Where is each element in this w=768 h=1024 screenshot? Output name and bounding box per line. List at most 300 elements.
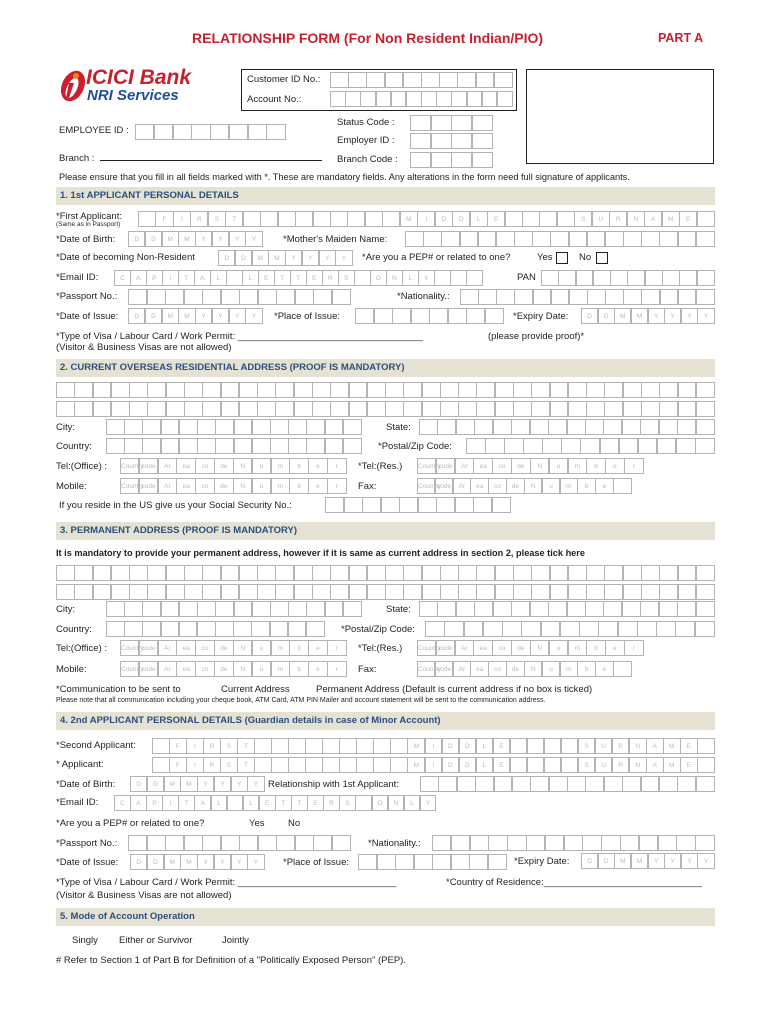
char-box[interactable]	[435, 211, 453, 227]
char-box[interactable]	[677, 601, 696, 617]
char-box[interactable]	[641, 401, 660, 417]
char-box[interactable]	[139, 661, 158, 677]
char-box[interactable]	[203, 738, 221, 754]
char-box[interactable]	[288, 621, 307, 637]
char-box[interactable]	[252, 438, 271, 454]
char-box[interactable]	[390, 738, 408, 754]
char-box[interactable]	[358, 854, 377, 870]
char-box[interactable]	[496, 231, 515, 247]
char-box[interactable]	[639, 835, 658, 851]
char-box[interactable]	[128, 835, 147, 851]
char-box[interactable]	[510, 757, 528, 773]
char-box[interactable]	[420, 776, 439, 792]
char-box[interactable]	[419, 601, 438, 617]
char-box[interactable]	[164, 776, 181, 792]
country-residence-label[interactable]: *Country of Residence:______________________________	[446, 877, 703, 888]
char-box[interactable]	[252, 419, 271, 435]
char-box[interactable]	[697, 270, 715, 286]
char-box[interactable]	[237, 738, 255, 754]
first-applicant-name-field[interactable]	[138, 211, 714, 227]
customer-id-field[interactable]	[330, 72, 512, 88]
char-box[interactable]	[581, 853, 598, 869]
char-box[interactable]	[531, 565, 550, 581]
char-box[interactable]	[641, 231, 660, 247]
s4-passport-field[interactable]	[128, 835, 350, 851]
char-box[interactable]	[581, 308, 598, 324]
char-box[interactable]	[466, 438, 486, 454]
char-box[interactable]	[145, 308, 162, 324]
char-box[interactable]	[549, 458, 568, 474]
char-box[interactable]	[257, 382, 276, 398]
char-box[interactable]	[695, 835, 714, 851]
char-box[interactable]	[268, 250, 285, 266]
char-box[interactable]	[488, 478, 506, 494]
char-box[interactable]	[493, 419, 512, 435]
char-box[interactable]	[612, 738, 630, 754]
char-box[interactable]	[221, 584, 240, 600]
char-box[interactable]	[130, 854, 147, 870]
char-box[interactable]	[93, 584, 112, 600]
char-box[interactable]	[550, 401, 569, 417]
char-box[interactable]	[604, 382, 623, 398]
char-box[interactable]	[623, 584, 642, 600]
perm-tel-res-field[interactable]	[417, 640, 643, 656]
country-field[interactable]	[106, 438, 361, 454]
char-box[interactable]	[214, 854, 231, 870]
char-box[interactable]	[513, 565, 532, 581]
char-box[interactable]	[202, 289, 221, 305]
char-box[interactable]	[577, 661, 595, 677]
char-box[interactable]	[470, 661, 488, 677]
char-box[interactable]	[114, 795, 131, 811]
char-box[interactable]	[496, 289, 515, 305]
char-box[interactable]	[613, 478, 631, 494]
char-box[interactable]	[295, 835, 314, 851]
char-box[interactable]	[507, 835, 526, 851]
s4-pep-yes[interactable]: Yes	[249, 818, 265, 829]
char-box[interactable]	[158, 478, 177, 494]
city-field[interactable]	[106, 419, 361, 435]
char-box[interactable]	[560, 621, 580, 637]
char-box[interactable]	[623, 382, 642, 398]
char-box[interactable]	[539, 211, 557, 227]
char-box[interactable]	[645, 270, 663, 286]
char-box[interactable]	[322, 270, 339, 286]
char-box[interactable]	[162, 795, 179, 811]
char-box[interactable]	[147, 382, 166, 398]
char-box[interactable]	[305, 757, 323, 773]
char-box[interactable]	[169, 757, 187, 773]
char-box[interactable]	[663, 757, 681, 773]
char-box[interactable]	[646, 738, 664, 754]
char-box[interactable]	[586, 458, 605, 474]
char-box[interactable]	[147, 289, 166, 305]
char-box[interactable]	[470, 478, 488, 494]
char-box[interactable]	[403, 565, 422, 581]
char-box[interactable]	[202, 584, 221, 600]
char-box[interactable]	[492, 640, 511, 656]
char-box[interactable]	[530, 601, 549, 617]
char-box[interactable]	[111, 565, 130, 581]
char-box[interactable]	[696, 584, 715, 600]
char-box[interactable]	[610, 270, 628, 286]
char-box[interactable]	[202, 835, 221, 851]
char-box[interactable]	[550, 382, 569, 398]
char-box[interactable]	[307, 795, 324, 811]
s4-dob-field[interactable]	[130, 776, 264, 792]
char-box[interactable]	[129, 584, 148, 600]
char-box[interactable]	[561, 757, 579, 773]
char-box[interactable]	[450, 270, 467, 286]
char-box[interactable]	[271, 757, 289, 773]
char-box[interactable]	[74, 565, 93, 581]
char-box[interactable]	[176, 458, 195, 474]
char-box[interactable]	[145, 231, 162, 247]
char-box[interactable]	[395, 854, 414, 870]
char-box[interactable]	[139, 458, 158, 474]
char-box[interactable]	[288, 601, 307, 617]
char-box[interactable]	[178, 308, 195, 324]
char-box[interactable]	[271, 661, 290, 677]
date-nonresident-field[interactable]	[218, 250, 352, 266]
char-box[interactable]	[239, 382, 258, 398]
char-box[interactable]	[560, 478, 578, 494]
char-box[interactable]	[623, 401, 642, 417]
char-box[interactable]	[549, 776, 568, 792]
char-box[interactable]	[243, 211, 261, 227]
address-line-1[interactable]	[56, 382, 714, 398]
char-box[interactable]	[512, 776, 531, 792]
char-box[interactable]	[214, 661, 233, 677]
char-box[interactable]	[233, 621, 252, 637]
char-box[interactable]	[505, 211, 523, 227]
char-box[interactable]	[527, 738, 545, 754]
char-box[interactable]	[644, 211, 662, 227]
s4-nationality-field[interactable]	[432, 835, 714, 851]
char-box[interactable]	[400, 211, 418, 227]
char-box[interactable]	[327, 478, 346, 494]
char-box[interactable]	[239, 584, 258, 600]
char-box[interactable]	[648, 853, 665, 869]
char-box[interactable]	[325, 419, 344, 435]
char-box[interactable]	[455, 458, 474, 474]
char-box[interactable]	[111, 584, 130, 600]
char-box[interactable]	[641, 584, 660, 600]
char-box[interactable]	[494, 776, 513, 792]
char-box[interactable]	[179, 601, 198, 617]
char-box[interactable]	[179, 419, 198, 435]
char-box[interactable]	[233, 478, 252, 494]
char-box[interactable]	[576, 270, 594, 286]
char-box[interactable]	[595, 478, 613, 494]
char-box[interactable]	[533, 289, 552, 305]
char-box[interactable]	[354, 270, 371, 286]
char-box[interactable]	[613, 661, 631, 677]
char-box[interactable]	[356, 757, 374, 773]
char-box[interactable]	[619, 438, 639, 454]
char-box[interactable]	[215, 621, 234, 637]
perm-city-field[interactable]	[106, 601, 361, 617]
s4-pep-no[interactable]: No	[288, 818, 301, 829]
char-box[interactable]	[312, 584, 331, 600]
char-box[interactable]	[452, 211, 470, 227]
char-box[interactable]	[440, 382, 459, 398]
char-box[interactable]	[142, 621, 161, 637]
char-box[interactable]	[390, 757, 408, 773]
char-box[interactable]	[146, 795, 163, 811]
char-box[interactable]	[197, 621, 216, 637]
char-box[interactable]	[330, 401, 349, 417]
char-box[interactable]	[422, 565, 441, 581]
char-box[interactable]	[488, 835, 507, 851]
char-box[interactable]	[423, 231, 442, 247]
char-box[interactable]	[451, 835, 470, 851]
char-box[interactable]	[381, 497, 400, 513]
char-box[interactable]	[604, 401, 623, 417]
char-box[interactable]	[388, 795, 405, 811]
char-box[interactable]	[111, 401, 130, 417]
char-box[interactable]	[197, 419, 216, 435]
char-box[interactable]	[544, 738, 562, 754]
char-box[interactable]	[595, 661, 613, 677]
char-box[interactable]	[176, 661, 195, 677]
char-box[interactable]	[530, 640, 549, 656]
char-box[interactable]	[604, 584, 623, 600]
char-box[interactable]	[440, 584, 459, 600]
char-box[interactable]	[504, 438, 524, 454]
char-box[interactable]	[478, 289, 497, 305]
char-box[interactable]	[436, 497, 455, 513]
char-box[interactable]	[530, 458, 549, 474]
char-box[interactable]	[184, 382, 203, 398]
char-box[interactable]	[541, 270, 559, 286]
char-box[interactable]	[432, 854, 451, 870]
char-box[interactable]	[327, 640, 346, 656]
char-box[interactable]	[659, 565, 678, 581]
char-box[interactable]	[532, 231, 551, 247]
char-box[interactable]	[476, 757, 494, 773]
char-box[interactable]	[338, 270, 355, 286]
char-box[interactable]	[291, 795, 308, 811]
char-box[interactable]	[453, 478, 471, 494]
char-box[interactable]	[640, 601, 659, 617]
char-box[interactable]	[697, 738, 715, 754]
char-box[interactable]	[622, 601, 641, 617]
char-box[interactable]	[595, 738, 613, 754]
char-box[interactable]	[130, 270, 147, 286]
char-box[interactable]	[488, 854, 507, 870]
address-line-2[interactable]	[56, 401, 714, 417]
pep-yes-checkbox[interactable]	[556, 252, 568, 264]
char-box[interactable]	[458, 565, 477, 581]
char-box[interactable]	[493, 601, 512, 617]
char-box[interactable]	[325, 497, 344, 513]
char-box[interactable]	[513, 584, 532, 600]
char-box[interactable]	[138, 211, 156, 227]
char-box[interactable]	[332, 289, 351, 305]
char-box[interactable]	[440, 401, 459, 417]
mode-singly[interactable]: Singly	[72, 935, 98, 946]
char-box[interactable]	[541, 621, 561, 637]
char-box[interactable]	[513, 382, 532, 398]
char-box[interactable]	[212, 231, 229, 247]
char-box[interactable]	[586, 565, 605, 581]
char-box[interactable]	[542, 661, 560, 677]
char-box[interactable]	[306, 621, 325, 637]
char-box[interactable]	[631, 308, 648, 324]
char-box[interactable]	[257, 401, 276, 417]
char-box[interactable]	[681, 853, 698, 869]
char-box[interactable]	[129, 401, 148, 417]
postal-field[interactable]	[466, 438, 714, 454]
char-box[interactable]	[595, 757, 613, 773]
char-box[interactable]	[623, 231, 642, 247]
char-box[interactable]	[325, 438, 344, 454]
char-box[interactable]	[664, 308, 681, 324]
char-box[interactable]	[637, 621, 657, 637]
char-box[interactable]	[609, 211, 627, 227]
char-box[interactable]	[327, 458, 346, 474]
char-box[interactable]	[476, 738, 494, 754]
char-box[interactable]	[506, 661, 524, 677]
char-box[interactable]	[697, 853, 714, 869]
char-box[interactable]	[568, 458, 587, 474]
char-box[interactable]	[227, 795, 244, 811]
char-box[interactable]	[696, 231, 715, 247]
char-box[interactable]	[403, 584, 422, 600]
char-box[interactable]	[696, 601, 715, 617]
char-box[interactable]	[676, 835, 695, 851]
tel-office-field[interactable]	[120, 458, 346, 474]
char-box[interactable]	[184, 584, 203, 600]
char-box[interactable]	[312, 565, 331, 581]
char-box[interactable]	[289, 478, 308, 494]
char-box[interactable]	[402, 270, 419, 286]
char-box[interactable]	[678, 231, 697, 247]
char-box[interactable]	[531, 401, 550, 417]
char-box[interactable]	[271, 640, 290, 656]
char-box[interactable]	[74, 584, 93, 600]
char-box[interactable]	[142, 601, 161, 617]
char-box[interactable]	[660, 289, 679, 305]
char-box[interactable]	[675, 621, 695, 637]
char-box[interactable]	[239, 565, 258, 581]
char-box[interactable]	[522, 211, 540, 227]
char-box[interactable]	[567, 776, 586, 792]
char-box[interactable]	[195, 308, 212, 324]
char-box[interactable]	[438, 776, 457, 792]
char-box[interactable]	[271, 478, 290, 494]
char-box[interactable]	[184, 289, 203, 305]
char-box[interactable]	[194, 795, 211, 811]
char-box[interactable]	[312, 382, 331, 398]
char-box[interactable]	[152, 738, 170, 754]
perm-tel-office-field[interactable]	[120, 640, 346, 656]
char-box[interactable]	[604, 565, 623, 581]
char-box[interactable]	[662, 211, 680, 227]
char-box[interactable]	[435, 661, 453, 677]
char-box[interactable]	[697, 308, 714, 324]
char-box[interactable]	[202, 382, 221, 398]
char-box[interactable]	[275, 565, 294, 581]
char-box[interactable]	[679, 270, 697, 286]
char-box[interactable]	[550, 565, 569, 581]
char-box[interactable]	[259, 795, 276, 811]
char-box[interactable]	[252, 640, 271, 656]
char-box[interactable]	[618, 621, 638, 637]
char-box[interactable]	[696, 565, 715, 581]
char-box[interactable]	[392, 308, 411, 324]
char-box[interactable]	[414, 854, 433, 870]
char-box[interactable]	[659, 601, 678, 617]
char-box[interactable]	[493, 738, 511, 754]
char-box[interactable]	[614, 308, 631, 324]
char-box[interactable]	[466, 308, 485, 324]
char-box[interactable]	[399, 497, 418, 513]
char-box[interactable]	[111, 382, 130, 398]
char-box[interactable]	[377, 854, 396, 870]
char-box[interactable]	[239, 401, 258, 417]
char-box[interactable]	[251, 621, 270, 637]
char-box[interactable]	[327, 661, 346, 677]
char-box[interactable]	[247, 776, 264, 792]
char-box[interactable]	[362, 497, 381, 513]
char-box[interactable]	[419, 419, 438, 435]
char-box[interactable]	[697, 211, 715, 227]
char-box[interactable]	[294, 401, 313, 417]
s4-place-issue-field[interactable]	[358, 854, 506, 870]
char-box[interactable]	[473, 640, 492, 656]
char-box[interactable]	[460, 231, 479, 247]
char-box[interactable]	[460, 289, 479, 305]
char-box[interactable]	[308, 640, 327, 656]
char-box[interactable]	[586, 401, 605, 417]
expiry-field[interactable]	[581, 308, 714, 324]
char-box[interactable]	[527, 757, 545, 773]
char-box[interactable]	[195, 661, 214, 677]
char-box[interactable]	[147, 565, 166, 581]
char-box[interactable]	[93, 382, 112, 398]
char-box[interactable]	[604, 776, 623, 792]
char-box[interactable]	[502, 621, 522, 637]
char-box[interactable]	[215, 438, 234, 454]
char-box[interactable]	[417, 478, 441, 494]
char-box[interactable]	[542, 478, 560, 494]
s4-date-issue-field[interactable]	[130, 854, 264, 870]
char-box[interactable]	[550, 231, 569, 247]
char-box[interactable]	[577, 478, 595, 494]
char-box[interactable]	[93, 565, 112, 581]
char-box[interactable]	[308, 661, 327, 677]
perm-state-field[interactable]	[419, 601, 714, 617]
char-box[interactable]	[332, 835, 351, 851]
char-box[interactable]	[485, 438, 505, 454]
char-box[interactable]	[385, 565, 404, 581]
char-box[interactable]	[306, 601, 325, 617]
char-box[interactable]	[257, 584, 276, 600]
char-box[interactable]	[677, 776, 696, 792]
char-box[interactable]	[476, 565, 495, 581]
char-box[interactable]	[220, 757, 238, 773]
char-box[interactable]	[695, 621, 715, 637]
char-box[interactable]	[221, 401, 240, 417]
char-box[interactable]	[270, 601, 289, 617]
char-box[interactable]	[623, 565, 642, 581]
char-box[interactable]	[372, 795, 389, 811]
char-box[interactable]	[455, 497, 474, 513]
char-box[interactable]	[128, 289, 147, 305]
char-box[interactable]	[202, 565, 221, 581]
